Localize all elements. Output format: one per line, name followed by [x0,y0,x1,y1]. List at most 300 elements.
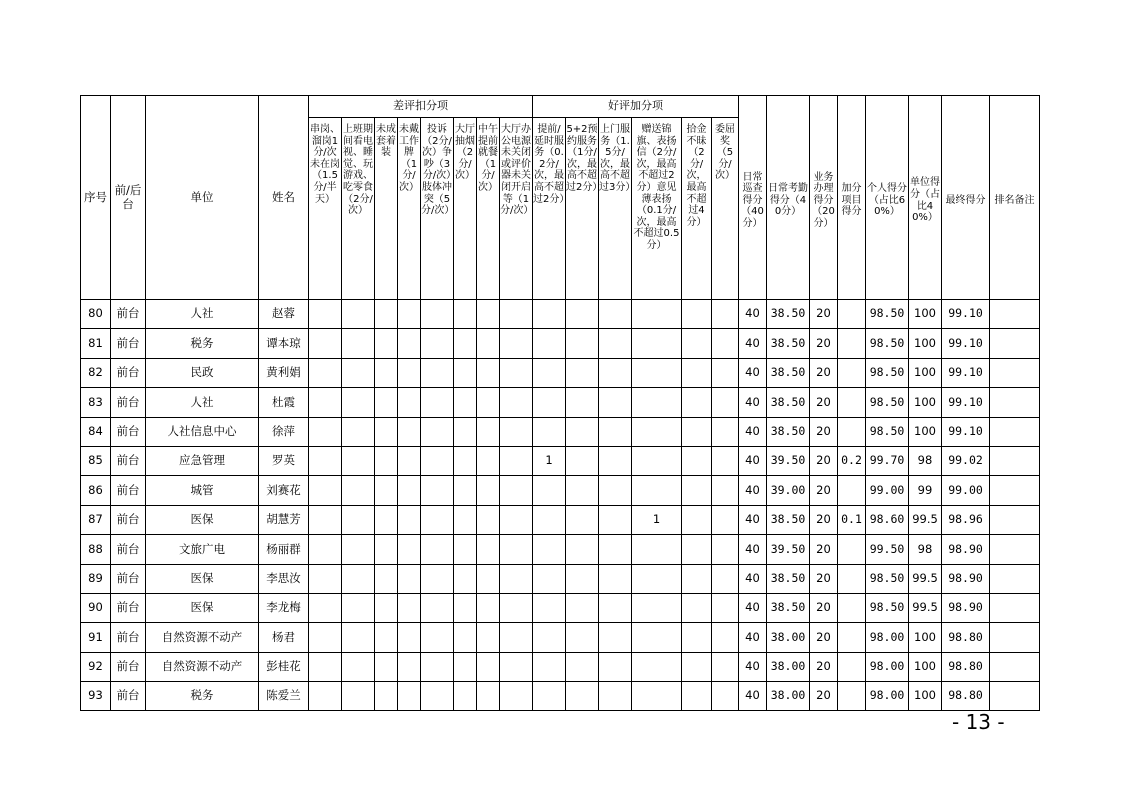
cell-item-mark [375,682,398,711]
cell-item-mark [566,564,599,593]
cell-item-mark [454,329,477,358]
cell-item-mark [712,535,739,564]
cell-item-mark [477,505,500,534]
cell-item-mark [566,652,599,681]
cell-name: 陈爱兰 [259,682,309,711]
cell-final: 99.10 [942,358,990,387]
cell-final: 98.90 [942,535,990,564]
cell-item-mark [309,446,342,475]
cell-item-mark [477,329,500,358]
cell-business: 20 [810,476,838,505]
cell-item-mark [566,535,599,564]
cell-daily-patrol: 40 [739,300,767,329]
table-row [81,417,1040,446]
cell-unit-score: 98 [909,535,942,564]
cell-name: 杨丽群 [259,535,309,564]
cell-extra [838,358,866,387]
cell-item-mark [533,300,566,329]
cell-item-mark [500,446,533,475]
cell-rank [990,417,1040,446]
cell-name: 杨君 [259,623,309,652]
cell-item-mark [375,388,398,417]
cell-item-mark [566,623,599,652]
cell-extra [838,329,866,358]
cell-item-mark [599,388,632,417]
cell-business: 20 [810,329,838,358]
cell-item-mark [342,623,375,652]
header-bonus-group: 好评加分项 [533,96,739,118]
cell-item-mark [632,300,682,329]
cell-name: 彭桂花 [259,652,309,681]
cell-item-mark [599,593,632,622]
cell-item-mark [712,652,739,681]
cell-item-mark [477,535,500,564]
cell-final: 99.10 [942,417,990,446]
cell-item-mark [454,564,477,593]
cell-daily-patrol: 40 [739,358,767,387]
cell-item-mark [342,652,375,681]
cell-item-mark [682,564,712,593]
cell-item-mark [712,682,739,711]
cell-personal: 98.50 [866,358,909,387]
cell-item-mark [566,329,599,358]
cell-rank [990,388,1040,417]
cell-personal: 98.50 [866,564,909,593]
cell-daily-attendance: 38.00 [767,623,810,652]
header-name: 姓名 [259,96,309,300]
cell-daily-patrol: 40 [739,623,767,652]
cell-item-mark [342,446,375,475]
cell-item-mark [599,623,632,652]
cell-item-mark [398,564,421,593]
cell-item-mark [566,476,599,505]
cell-daily-patrol: 40 [739,593,767,622]
header-seq: 序号 [81,96,111,300]
cell-personal: 98.50 [866,388,909,417]
cell-daily-attendance: 39.50 [767,446,810,475]
header-deduct-item: 大厅抽烟（2分/次） [454,118,477,300]
cell-personal: 99.00 [866,476,909,505]
cell-item-mark [398,535,421,564]
cell-business: 20 [810,682,838,711]
cell-rank [990,329,1040,358]
cell-item-mark [712,476,739,505]
cell-front-back: 前台 [111,623,146,652]
cell-daily-attendance: 38.50 [767,564,810,593]
cell-item-mark [682,535,712,564]
cell-unit-score: 98 [909,446,942,475]
cell-item-mark [566,682,599,711]
cell-item-mark [421,564,454,593]
header-bonus-item: 拾金不昧（2分/次，最高不超过4分） [682,118,712,300]
cell-item-mark [500,682,533,711]
cell-item-mark [500,358,533,387]
cell-daily-attendance: 38.50 [767,300,810,329]
cell-rank [990,300,1040,329]
cell-item-mark [566,388,599,417]
cell-name: 胡慧芳 [259,505,309,534]
cell-item-mark [309,417,342,446]
cell-final: 99.10 [942,329,990,358]
cell-unit: 医保 [146,505,259,534]
cell-daily-attendance: 39.50 [767,535,810,564]
cell-item-mark [309,505,342,534]
cell-seq: 83 [81,388,111,417]
cell-item-mark [477,446,500,475]
cell-item-mark [566,417,599,446]
cell-daily-attendance: 38.00 [767,682,810,711]
cell-item-mark [477,300,500,329]
cell-item-mark [599,505,632,534]
cell-unit: 人社信息中心 [146,417,259,446]
cell-final: 99.00 [942,476,990,505]
header-deduct-item: 未成套着装 [375,118,398,300]
cell-item-mark [682,329,712,358]
cell-item-mark [309,593,342,622]
cell-rank [990,535,1040,564]
cell-item-mark [477,358,500,387]
cell-item-mark [533,682,566,711]
cell-item-mark [342,417,375,446]
cell-daily-patrol: 40 [739,329,767,358]
cell-item-mark [500,300,533,329]
cell-unit-score: 100 [909,682,942,711]
cell-item-mark [632,329,682,358]
cell-item-mark [500,535,533,564]
cell-item-mark [566,505,599,534]
cell-item-mark [599,446,632,475]
cell-item-mark [566,300,599,329]
cell-item-mark [500,329,533,358]
cell-item-mark [421,623,454,652]
cell-business: 20 [810,446,838,475]
cell-final: 98.90 [942,564,990,593]
cell-item-mark [454,476,477,505]
page-number: - 13 - [952,710,1005,734]
cell-personal: 98.00 [866,652,909,681]
header-deduct-item: 串岗、溜岗1分/次未在岗（1.5分/半天） [309,118,342,300]
cell-item-mark [454,505,477,534]
cell-item-mark [500,388,533,417]
cell-personal: 98.00 [866,623,909,652]
cell-item-mark [421,358,454,387]
cell-item-mark [342,505,375,534]
cell-rank [990,682,1040,711]
header-deduct-item: 投诉（2分/次）争吵（3分/次）肢体冲突（5分/次） [421,118,454,300]
header-rank: 排名备注 [990,96,1040,300]
cell-unit: 人社 [146,300,259,329]
cell-item-mark [309,623,342,652]
cell-seq: 80 [81,300,111,329]
cell-item-mark [375,329,398,358]
cell-unit-score: 99 [909,476,942,505]
cell-daily-patrol: 40 [739,682,767,711]
cell-final: 98.90 [942,593,990,622]
header-unit: 单位 [146,96,259,300]
cell-item-mark [375,535,398,564]
cell-personal: 98.50 [866,417,909,446]
cell-name: 黄利娟 [259,358,309,387]
cell-item-mark [477,682,500,711]
cell-daily-attendance: 38.50 [767,329,810,358]
header-deduct-group: 差评扣分项 [309,96,533,118]
cell-item-mark [309,564,342,593]
cell-extra [838,388,866,417]
cell-item-mark [309,682,342,711]
cell-item-mark [632,446,682,475]
cell-seq: 93 [81,682,111,711]
header-bonus-item: 委屈奖（5分/次） [712,118,739,300]
cell-item-mark [533,593,566,622]
header-final: 最终得分 [942,96,990,300]
cell-business: 20 [810,535,838,564]
cell-personal: 98.50 [866,593,909,622]
cell-item-mark [398,652,421,681]
cell-item-mark: 1 [632,505,682,534]
cell-item-mark [712,300,739,329]
cell-item-mark [712,446,739,475]
cell-item-mark [309,329,342,358]
cell-item-mark [375,446,398,475]
cell-item-mark [682,446,712,475]
cell-unit: 应急管理 [146,446,259,475]
cell-item-mark [454,446,477,475]
cell-item-mark [342,329,375,358]
cell-item-mark [309,358,342,387]
cell-front-back: 前台 [111,446,146,475]
cell-final: 99.10 [942,388,990,417]
cell-item-mark [712,358,739,387]
cell-item-mark [421,476,454,505]
cell-item-mark [421,682,454,711]
cell-item-mark [533,417,566,446]
header-front-back: 前/后台 [111,96,146,300]
header-deduct-item: 上班期间看电视、睡觉、玩游戏、吃零食（2分/次） [342,118,375,300]
cell-rank [990,593,1040,622]
cell-item-mark [477,593,500,622]
cell-item-mark [342,388,375,417]
table-row [81,535,1040,564]
score-table [80,95,1040,711]
cell-item-mark [566,593,599,622]
cell-item-mark [342,476,375,505]
cell-item-mark [500,417,533,446]
cell-daily-patrol: 40 [739,564,767,593]
cell-item-mark [375,505,398,534]
cell-item-mark [712,593,739,622]
cell-item-mark [309,652,342,681]
cell-business: 20 [810,417,838,446]
cell-daily-attendance: 38.50 [767,505,810,534]
cell-seq: 89 [81,564,111,593]
cell-item-mark [375,476,398,505]
cell-item-mark [477,476,500,505]
cell-item-mark [342,535,375,564]
cell-front-back: 前台 [111,358,146,387]
cell-item-mark [533,505,566,534]
cell-front-back: 前台 [111,476,146,505]
cell-item-mark [398,417,421,446]
cell-unit-score: 99.5 [909,564,942,593]
cell-item-mark [682,682,712,711]
cell-rank [990,652,1040,681]
cell-unit: 人社 [146,388,259,417]
cell-rank [990,564,1040,593]
cell-item-mark [682,388,712,417]
cell-item-mark [632,388,682,417]
cell-extra: 0.2 [838,446,866,475]
cell-unit-score: 100 [909,623,942,652]
cell-item-mark [533,652,566,681]
header-personal: 个人得分（占比60%） [866,96,909,300]
cell-daily-patrol: 40 [739,652,767,681]
cell-item-mark [566,358,599,387]
cell-item-mark [712,623,739,652]
header-bonus-item: 5+2预约服务（1分/次，最高不超过2分） [566,118,599,300]
cell-final: 98.96 [942,505,990,534]
cell-item-mark [599,417,632,446]
cell-daily-patrol: 40 [739,417,767,446]
cell-seq: 91 [81,623,111,652]
cell-item-mark [533,564,566,593]
cell-final: 98.80 [942,623,990,652]
cell-extra [838,593,866,622]
cell-item-mark [632,623,682,652]
cell-seq: 90 [81,593,111,622]
cell-rank [990,623,1040,652]
cell-item-mark [342,682,375,711]
cell-business: 20 [810,623,838,652]
cell-item-mark [454,300,477,329]
cell-item-mark [599,535,632,564]
cell-item-mark [342,358,375,387]
cell-item-mark [477,417,500,446]
cell-item-mark [309,476,342,505]
cell-item-mark [632,358,682,387]
table-row [81,652,1040,681]
cell-unit-score: 100 [909,388,942,417]
cell-unit: 城管 [146,476,259,505]
cell-item-mark [398,329,421,358]
table-row [81,329,1040,358]
cell-front-back: 前台 [111,652,146,681]
cell-item-mark [566,446,599,475]
cell-item-mark [398,593,421,622]
cell-item-mark [375,358,398,387]
cell-item-mark [632,593,682,622]
cell-name: 李思汝 [259,564,309,593]
header-extra: 加分项目得分 [838,96,866,300]
cell-front-back: 前台 [111,300,146,329]
cell-extra [838,417,866,446]
cell-item-mark [477,652,500,681]
cell-item-mark [342,593,375,622]
cell-item-mark [500,593,533,622]
cell-final: 99.02 [942,446,990,475]
cell-daily-patrol: 40 [739,388,767,417]
cell-business: 20 [810,505,838,534]
cell-unit: 文旅广电 [146,535,259,564]
cell-item-mark [632,535,682,564]
cell-item-mark [682,623,712,652]
cell-personal: 99.70 [866,446,909,475]
cell-item-mark [398,682,421,711]
cell-item-mark [421,535,454,564]
cell-item-mark [477,564,500,593]
header-deduct-item: 大厅办公电源未关闭或评价器未关闭开启等（1分/次） [500,118,533,300]
cell-item-mark [599,476,632,505]
cell-item-mark [599,300,632,329]
table-row [81,388,1040,417]
cell-item-mark [421,388,454,417]
cell-seq: 88 [81,535,111,564]
cell-front-back: 前台 [111,593,146,622]
cell-item-mark [533,329,566,358]
cell-item-mark [398,388,421,417]
cell-name: 罗英 [259,446,309,475]
header-bonus-item: 上门服务（1.5分/次，最高不超过3分） [599,118,632,300]
cell-item-mark [500,652,533,681]
cell-daily-attendance: 38.50 [767,388,810,417]
cell-unit-score: 99.5 [909,505,942,534]
cell-name: 杜霞 [259,388,309,417]
cell-item-mark [375,623,398,652]
cell-business: 20 [810,652,838,681]
cell-item-mark [477,388,500,417]
cell-daily-patrol: 40 [739,446,767,475]
cell-item-mark [421,329,454,358]
cell-extra: 0.1 [838,505,866,534]
cell-item-mark [398,623,421,652]
cell-unit-score: 100 [909,652,942,681]
cell-unit-score: 99.5 [909,593,942,622]
cell-item-mark [682,417,712,446]
cell-front-back: 前台 [111,682,146,711]
cell-name: 刘赛花 [259,476,309,505]
cell-item-mark [375,300,398,329]
cell-extra [838,535,866,564]
cell-item-mark [398,300,421,329]
cell-item-mark [632,682,682,711]
cell-item-mark [309,388,342,417]
cell-item-mark [454,593,477,622]
table-row [81,623,1040,652]
cell-personal: 98.60 [866,505,909,534]
cell-item-mark [342,564,375,593]
cell-extra [838,300,866,329]
table-row [81,446,1040,475]
cell-seq: 92 [81,652,111,681]
cell-item-mark [712,388,739,417]
header-daily-attendance: 日常考勤得分（40分） [767,96,810,300]
cell-item-mark [421,652,454,681]
cell-seq: 84 [81,417,111,446]
table-row [81,593,1040,622]
cell-seq: 82 [81,358,111,387]
table-row [81,358,1040,387]
cell-final: 99.10 [942,300,990,329]
cell-front-back: 前台 [111,388,146,417]
cell-extra [838,476,866,505]
cell-item-mark [421,446,454,475]
cell-item-mark [500,623,533,652]
cell-item-mark [712,417,739,446]
cell-item-mark [599,358,632,387]
cell-item-mark [454,652,477,681]
cell-item-mark [454,535,477,564]
cell-item-mark [309,535,342,564]
cell-seq: 86 [81,476,111,505]
